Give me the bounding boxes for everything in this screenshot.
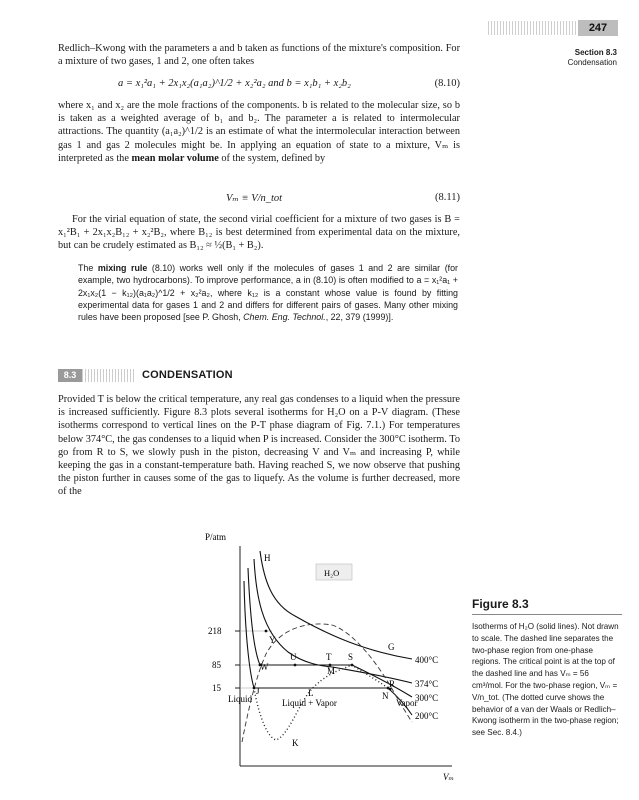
point-s-marker xyxy=(351,664,354,667)
note-text-c: , 22, 379 (1999)]. xyxy=(325,312,394,323)
section-number-badge: 8.3 xyxy=(58,369,82,382)
paragraph-mole-fractions-text-b: of the system, defined by xyxy=(218,152,326,164)
point-label-h: H xyxy=(264,553,271,563)
point-label-t: T xyxy=(326,652,332,662)
paragraph-virial: For the virial equation of state, the second virial coefficient for a mixture of two gases is B = x₁²B₁ + 2x₁x₂B₁₂ + x₂²B₂, where B₁₂ is best determined from experimental data on the mixture, but can be crudely estimated as B₁₂ ≈ ½(B₁ + B₂). xyxy=(58,214,460,252)
section-title: CONDENSATION xyxy=(142,369,233,381)
point-u-marker xyxy=(294,664,297,667)
point-label-s: S xyxy=(348,652,354,662)
tick-label-85: 85 xyxy=(212,660,221,670)
section-heading-decoration xyxy=(82,369,134,382)
point-label-y: Y xyxy=(269,635,276,645)
point-label-m: M xyxy=(327,666,336,676)
point-label-k: K xyxy=(292,738,299,748)
point-label-r: R xyxy=(389,679,396,689)
figure-isotherms xyxy=(190,526,465,790)
page-number: 247 xyxy=(578,20,618,36)
point-label-l: L xyxy=(308,688,314,698)
mixing-rule-note xyxy=(78,262,458,323)
running-section: Section 8.3 xyxy=(574,48,617,57)
note-journal: Chem. Eng. Technol. xyxy=(243,312,326,323)
point-label-j: J xyxy=(256,686,260,696)
y-axis-label: P/atm xyxy=(205,532,227,542)
equation-8-11 xyxy=(58,192,460,208)
substance-label: H₂O xyxy=(324,568,340,578)
equation-8-10 xyxy=(58,78,460,94)
region-label-vapor: Vapor xyxy=(396,698,418,708)
equation-8-10-body: a = x₁²a₁ + 2x₁x₂(a₁a₂)^1/2 + x₂²a₂ and b = x₁b₁ + x₂b₂ xyxy=(118,78,351,89)
tick-label-15: 15 xyxy=(212,683,221,693)
isotherm-label-200: 200°C xyxy=(415,711,439,721)
equation-8-10-number: (8.10) xyxy=(434,78,460,89)
term-mean-molar-volume: mean molar volume xyxy=(131,152,219,164)
point-y-marker xyxy=(265,630,268,633)
paragraph-condensation: Provided T is below the critical temperature, any real gas condenses to a liquid when the pressure is increased sufficiently. Figure 8.3 plots several isotherms for H₂O on a P-V diagram. (These isotherms correspond to vertical lines on the P-T phase diagram of Fig. 7.1.) For temperatures below 374°C, the gas condenses to a liquid when P is increased. Consider the 300°C isotherm. To go from R to S, we slowly push in the piston, decreasing V and Vₘ and increasing P, while keeping the gas in a constant-temperature bath. Having reached S, we now observe that pushing the piston further in causes some of the gas to liquefy. As the volume is further decreased, more of the xyxy=(58,394,460,498)
tick-label-218: 218 xyxy=(208,626,222,636)
note-text-a: The xyxy=(78,263,98,273)
region-label-liquid: Liquid xyxy=(228,694,252,704)
equation-8-11-number: (8.11) xyxy=(435,192,460,203)
figure-caption-title: Figure 8.3 xyxy=(472,597,529,611)
x-axis-label: Vₘ xyxy=(443,772,455,782)
isotherm-label-400: 400°C xyxy=(415,655,439,665)
figure-caption-rule xyxy=(472,614,622,615)
running-topic: Condensation xyxy=(567,58,617,67)
isotherm-label-374: 374°C xyxy=(415,679,439,689)
paragraph-mole-fractions-text-a: where x₁ and x₂ are the mole fractions of the components. b is related to the molecular size, so b is taken as a weighted average of b₁ and b₂. The parameter a is related to intermolecular attractions. The quantity (a₁a₂)^1/2 is an estimate of what the intermolecular interaction between gas 1 and gas 2 molecules might be. In applying an equation of state to a mixture, Vₘ is interpreted as the xyxy=(58,100,460,164)
note-text-b: (8.10) works well only if the molecules of gases 1 and 2 are similar (for example, two hydrocarbons). To improve performance, a in (8.10) is often modified to a = x₁²a₁ + 2x₁x₂(1 − k₁₂)(a₁a₂)^1/2 + x₂²a₂, where k₁₂ is a constant whose value is found by fitting experimental data for gases 1 and 2 and differs for different pairs of gases. Many other mixing rules have been proposed [see P. Ghosh, xyxy=(78,263,459,323)
region-label-two-phase: Liquid + Vapor xyxy=(282,698,337,708)
intro-paragraph: Redlich–Kwong with the parameters a and b taken as functions of the mixture's composition. For a mixture of two gases, 1 and 2, one often takes xyxy=(58,43,460,68)
point-label-u: U xyxy=(290,652,297,662)
equation-8-11-body: Vₘ ≡ V/n_tot xyxy=(226,193,283,204)
point-label-w: W xyxy=(260,662,269,672)
point-label-n: N xyxy=(382,691,389,701)
point-label-g: G xyxy=(388,642,395,652)
paragraph-mole-fractions xyxy=(58,99,460,165)
point-j-marker xyxy=(253,687,256,690)
term-mixing-rule: mixing rule xyxy=(97,263,148,273)
figure-caption-text: Isotherms of H₂O (solid lines). Not drawn to scale. The dashed line separates the two-phase region from one-phase regions. The critical point is at the top of the dashed line and has Vₘ = 56 cm³/mol. For the two-phase region, Vₘ = V/n_tot. (The dotted curve shows the behavior of a van der Waals or Redlich–Kwong isotherm in the two-phase region; see Sec. 8.4.) xyxy=(472,622,619,738)
isotherm-label-300: 300°C xyxy=(415,693,439,703)
